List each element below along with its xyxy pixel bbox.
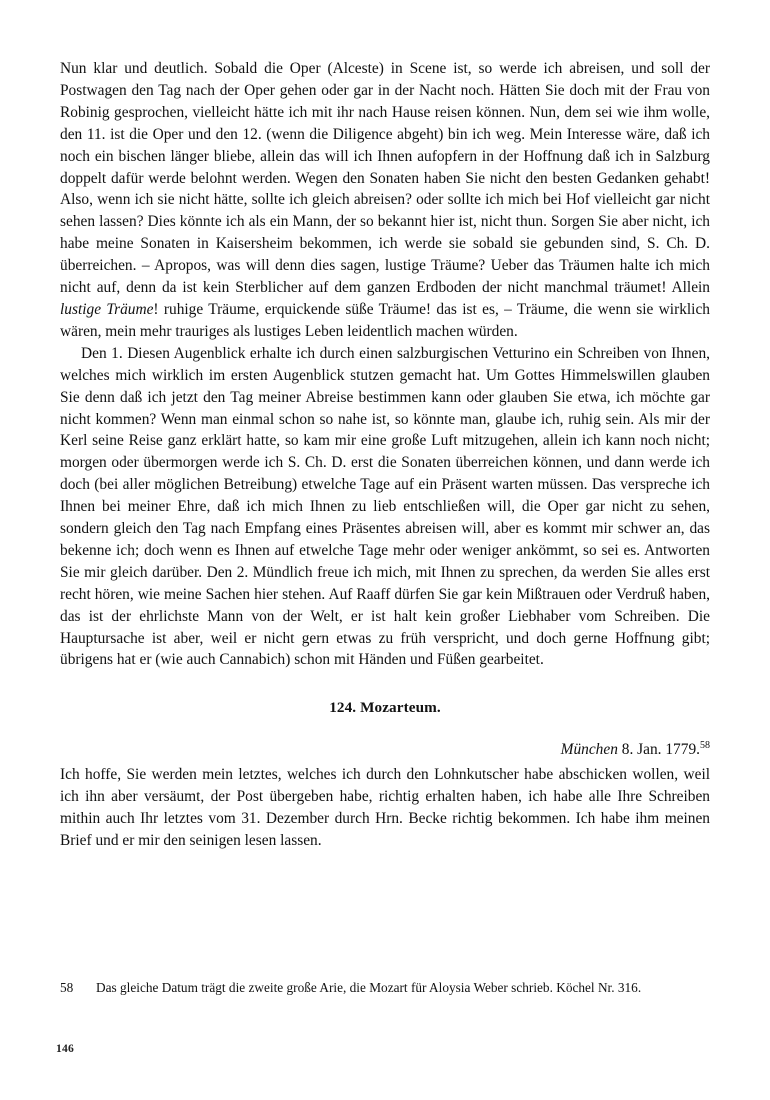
paragraph-3: Ich hoffe, Sie werden mein letztes, welches ich durch den Lohnkutscher habe abschicken wollen, weil ich ihn aber versäumt, der Post übergeben habe, richtig erhalten haben, ich habe alle Ihre Schreiben mithin auch Ihr letztes vom 31. Dezember durch Hrn. Becke richtig bekommen. Ich habe ihm meinen Brief und er mir den seinigen lesen lassen. [60,766,710,849]
footnote-text: Das gleiche Datum trägt die zweite große Arie, die Mozart für Aloysia Weber schrieb. Köchel Nr. 316. [96,980,642,995]
main-text-block [60,58,710,852]
footnote-number: 58 [60,980,74,995]
dateline-date: 8. Jan. 1779. [617,741,700,759]
footnote-area [60,978,710,997]
emphasis-text: lustige Träume [60,300,154,318]
paragraph-2: Den 1. Diesen Augenblick erhalte ich durch einen salzburgischen Vetturino ein Schreiben von Ihnen, welches mich wirklich im ersten Augenblick stutzen gemacht hat. Um Gottes Himmelswillen glauben Sie denn daß ich jetzt den Tag meiner Abreise bestimmen kann oder glauben Sie etwa, ich möchte gar nicht kommen? Wenn man einmal schon so nahe ist, so könnte man, glaube ich, ruhig sein. Als mir der Kerl seine Reise ganz erklärt hatte, so kam mir eine große Luft mitzugehen, allein ich kann noch nicht; morgen oder übermorgen werde ich S. Ch. D. erst die Sonaten überreichen können, und dann werde ich doch (bei aller möglichen Betreibung) etwelche Tage auf ein Präsent warten müssen. Das verspreche ich Ihnen bei meiner Ehre, daß ich mich Ihnen zu lieb entschließen will, die Oper gar nicht zu sehen, sondern gleich den Tag nach Empfang eines Präsentes abreisen will, aber es kommt mir schwer an, das bekenne ich; doch wenn es Ihnen auf etwelche Tage mehr oder weniger ankömmt, so sei es. Antworten Sie mir gleich darüber. Den 2. Mündlich freue ich mich, mit Ihnen zu sprechen, da werden Sie alles erst recht hören, wie meine Sachen hier stehen. Auf Raaff dürfen Sie gar kein Mißtrauen oder Verdruß haben, das ist der ehrlichste Mann von der Welt, er ist halt kein großer Liebhaber vom Schreiben. Die Hauptursache ist aber, weil er nicht gern etwas zu früh verspricht, und doch gerne Hoffnung gibt; übrigens hat er (wie auch Cannabich) schon mit Händen und Füßen gearbeitet. [60,344,710,669]
dateline [60,719,710,761]
dateline-place: München [560,741,618,759]
paragraph-1: Nun klar und deutlich. Sobald die Oper (Alceste) in Scene ist, so werde ich abreisen, und soll der Postwagen den Tag nach der Oper gehen oder gar in der Nacht noch. Hätten Sie doch mit der Frau von Robinig gesprochen, vielleicht hätte ich mit ihr nach Hause reisen können. Nun, dem sei wie ihm wolle, den 11. ist die Oper und den 12. (wenn die Diligence abgeht) bin ich weg. Mein Interesse wäre, daß ich noch ein bischen länger bliebe, allein das will ich Ihnen aufopfern in der Hoffnung daß ich in Salzburg doppelt dafür werde belohnt werden. Wegen den Sonaten haben Sie nicht den besten Gedanken gehabt! Also, wenn ich sie nicht hätte, sollte ich gleich abreisen? oder sollte ich mich bei Hof vielleicht gar nicht sehen lassen? Dies könnte ich als ein Mann, der so bekannt hier ist, nicht thun. Sorgen Sie aber nicht, ich habe meine Sonaten in Kaisersheim bekommen, ich werde sie sobald sie gebunden sind, S. Ch. D. überreichen. – Apropos, was will denn dies sagen, lustige Träume? Ueber das Träumen halte ich mich nicht auf, denn da ist kein Sterblicher auf dem ganzen Erdboden der nicht manchmal träumet! Allein lustige Träume! ruhige Träume, erquickende süße Träume! das ist es, – Träume, die wenn sie wirklich wären, mein mehr trauriges als lustiges Leben leidentlich machen würden. [60,60,710,340]
section-heading: 124. Mozarteum. [329,699,441,717]
footnote-item [60,978,710,997]
page-number: 146 [56,1042,74,1055]
footnote-reference-58[interactable]: 58 [700,740,710,752]
